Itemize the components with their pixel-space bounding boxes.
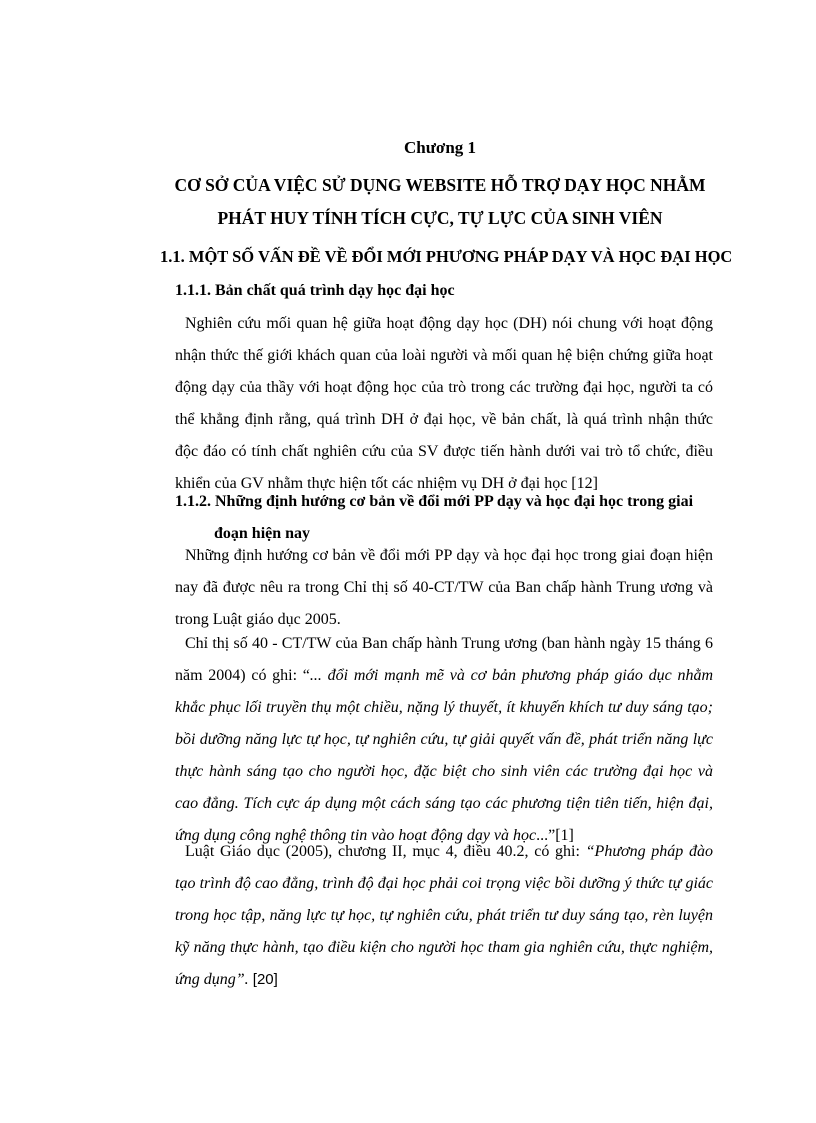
paragraph-3-quote: ... đổi mới mạnh mẽ và cơ bản phương pháp giáo dục nhằm khắc phục lối truyền thụ một chiều, nặng lý thuyết, ít khuyến khích tư duy sáng tạo; bồi dưỡng năng lực tự học, tự nghiên cứu, tự giải quyết vấn đề, phát triển năng lực thực hành sáng tạo cho người học, đặc biệt cho sinh viên các trường đại học và cao đẳng. Tích cực áp dụng một cách sáng tạo các phương tiện tiên tiến, hiện đại, ứng dụng công nghệ thông tin vào hoạt động dạy và học (175, 667, 713, 844)
chapter-title-line-1: CƠ SỞ CỦA VIỆC SỬ DỤNG WEBSITE HỖ TRỢ DẠY HỌC NHẰM (174, 175, 706, 195)
paragraph-2: Những định hướng cơ bản về đổi mới PP dạy và học đại học trong giai đoạn hiện nay đã được nêu ra trong Chỉ thị số 40-CT/TW của Ban chấp hành Trung ương và trong Luật giáo dục 2005. (175, 547, 713, 628)
paragraph-1: Nghiên cứu mối quan hệ giữa hoạt động dạy học (DH) nói chung với hoạt động nhận thức thế giới khách quan của loài người và mối quan hệ biện chứng giữa hoạt động dạy của thầy với hoạt động học của trò trong các trường đại học, người ta có thể khẳng định rằng, quá trình DH ở đại học, về bản chất, là quá trình nhận thức độc đáo có tính chất nghiên cứu của SV được tiến hành dưới vai trò tổ chức, điều khiển của GV nhằm thực hiện tốt các nhiệm vụ DH ở đại học [12] (175, 315, 713, 492)
paragraph-4 (175, 836, 713, 996)
chapter-heading: Chương 1 (403, 138, 477, 157)
section-heading-1-1: 1.1. MỘT SỐ VẤN ĐỀ VỀ ĐỔI MỚI PHƯƠNG PHÁP DẠY VÀ HỌC ĐẠI HỌC (160, 247, 733, 266)
paragraph-4-lead: Luật Giáo dục (2005), chương II, mục 4, điều 40.2, có ghi: (185, 843, 586, 860)
paragraph-3-citation: ...”[1] (536, 827, 574, 844)
paragraph-3-lead: Chỉ thị số 40 - CT/TW của Ban chấp hành Trung ương (ban hành ngày 15 tháng 6 năm 2004) có ghi: “ (175, 635, 713, 684)
paragraph-4-quote: “Phương pháp đào tạo trình độ cao đẳng, trình độ đại học phải coi trọng việc bồi dưỡng ý thức tự giác trong học tập, năng lực tự học, tự nghiên cứu, phát triển tư duy sáng tạo, rèn luyện kỹ năng thực hành, tạo điều kiện cho người học tham gia nghiên cứu, thực nghiệm, ứng dụng”. (175, 843, 714, 988)
paragraph-4-citation: [20] (248, 971, 278, 988)
paragraph-3 (175, 628, 713, 852)
section-heading-1-1-1: 1.1.1. Bản chất quá trình dạy học đại học (175, 282, 455, 299)
chapter-title-line-2: PHÁT HUY TÍNH TÍCH CỰC, TỰ LỰC CỦA SINH VIÊN (217, 208, 663, 228)
section-heading-1-1-2-line-1: 1.1.2. Những định hướng cơ bản về đổi mới PP dạy và học đại học trong giai (175, 493, 694, 510)
section-heading-1-1-2-line-2: đoạn hiện nay (214, 525, 311, 542)
